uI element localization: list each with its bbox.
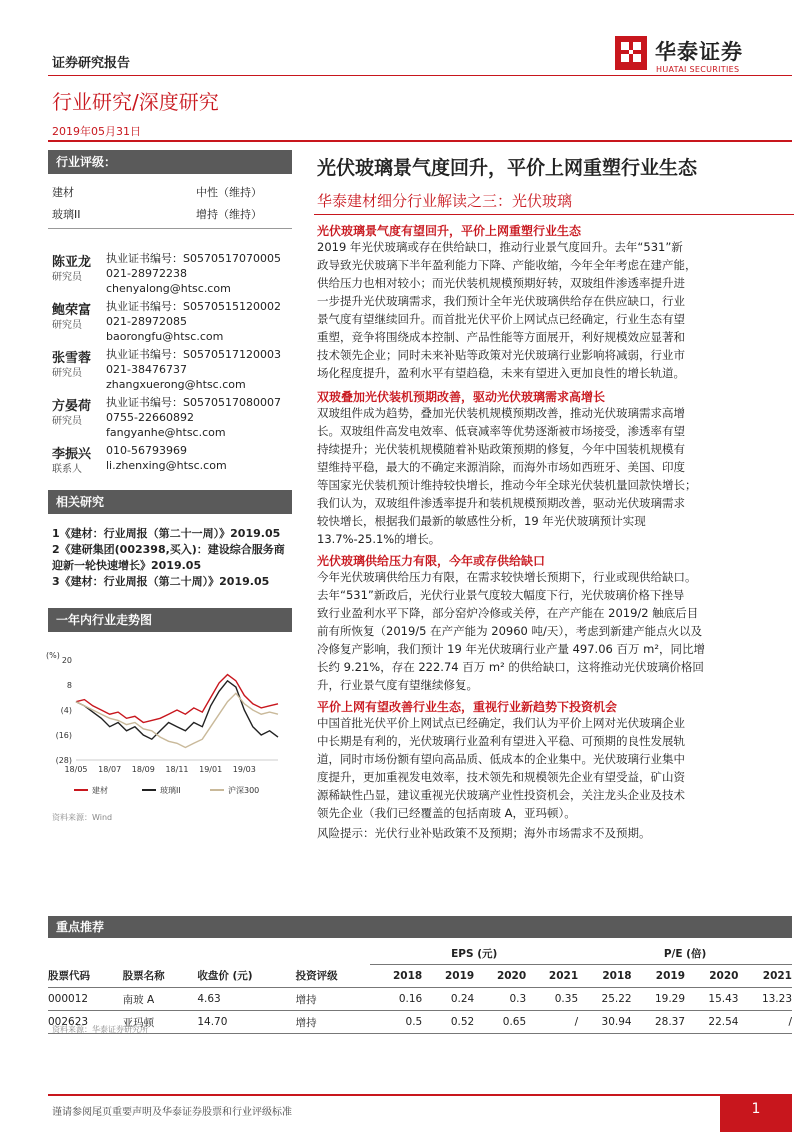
analyst-email[interactable]: baorongfu@htsc.com [106,330,224,343]
analyst-email[interactable]: chenyalong@htsc.com [106,282,231,295]
pe-group-label: P/E (倍) [578,942,792,965]
cell-price: 14.70 [197,1011,295,1034]
body-line: 长约 9.21%，存在 222.74 百万 m² 的供给缺口，这将推动光伏玻璃价格回 [317,660,704,674]
analyst-email[interactable]: fangyanhe@htsc.com [106,426,226,439]
cell-pe: 22.54 [685,1011,738,1034]
body-line: 望维持平稳，最大的不确定来源消除，而海外市场如西班牙、美国、印度 [317,460,685,474]
analyst-email[interactable]: zhangxuerong@htsc.com [106,378,246,391]
analyst-cert: 执业证书编号：S0570517120003 [106,348,281,361]
analyst-phone: 010-56793969 [106,444,187,457]
rating-industry: 建材 [52,186,74,199]
body-line: 去年“531”新政后，光伏行业景气度较大幅度下行，光伏玻璃价格下挫导 [317,588,685,602]
analyst-role: 研究员 [52,368,82,379]
y-tick-label: 20 [61,656,72,665]
x-tick-label: 18/07 [98,765,122,774]
risk-warning: 风险提示：光伏行业补贴政策不及预期；海外市场需求不及预期。 [317,826,651,840]
cell-name: 南玻 A [123,988,198,1011]
analyst-phone: 021-28972238 [106,267,187,280]
cell-pe: 15.43 [685,988,738,1011]
cell-code: 002623 [48,1011,123,1034]
col-header: 2020 [474,965,526,988]
y-tick-label: (16) [55,731,72,740]
col-header: 2019 [632,965,685,988]
series-line [76,693,278,747]
rating-header: 行业评级： [48,150,292,174]
related-item[interactable]: 1《建材：行业周报（第二十一周）》2019.05 [52,527,281,540]
section-body [317,404,792,548]
logo-text-en: HUATAI SECURITIES [656,65,740,74]
report-type: 证券研究报告 [52,56,131,71]
col-header: 收盘价 (元) [197,965,295,988]
analyst-role: 联系人 [52,464,82,475]
col-header: 2018 [370,965,422,988]
footer-divider [48,1094,792,1096]
cell-pe: 19.29 [632,988,685,1011]
cell-eps: / [526,1011,578,1034]
legend-label: 建材 [92,786,108,795]
eps-group-label: EPS (元) [370,942,578,965]
analyst-name: 张雪蓉 [52,351,92,366]
col-header: 2018 [578,965,631,988]
rating-row [52,206,292,222]
body-line: 双玻组件成为趋势，叠加光伏装机规模预期改善，推动光伏玻璃需求高增 [317,406,685,420]
chart-source: 资料来源：Wind [52,813,113,822]
table-header-row [48,965,792,988]
cell-eps: 0.65 [474,1011,526,1034]
related-item[interactable]: 迎新一轮快速增长》2019.05 [52,559,202,572]
header-red-bar [48,140,792,142]
analyst-name: 陈亚龙 [52,255,92,270]
legend-label: 沪深300 [228,786,260,795]
analyst-name: 鲍荣富 [52,303,92,318]
cell-pe: 28.37 [632,1011,685,1034]
col-header: 股票代码 [48,965,123,988]
page-subtitle: 华泰建材细分行业解读之三：光伏玻璃 [317,192,573,210]
body-line: 升，行业景气度有望继续修复。 [317,678,478,692]
body-line: 2019 年光伏玻璃或存在供给缺口，推动行业景气度回升。去年“531”新 [317,240,683,254]
analyst-role: 研究员 [52,416,82,427]
body-line: 致行业盈利水平下降，部分窑炉冷修或关停，在产产能在 2019/2 触底后目 [317,606,699,620]
cell-eps: 0.35 [526,988,578,1011]
huatai-logo [613,34,788,78]
col-header: 2019 [422,965,474,988]
section-body [317,568,792,694]
cell-rating: 增持 [296,988,371,1011]
body-line: 度提升，更加重视发电效率，技术领先和规模领先企业有望受益，矿山资 [317,770,685,784]
cell-pe: 13.23 [738,988,792,1011]
related-header: 相关研究 [48,490,292,514]
section-heading: 光伏玻璃供给压力有限，今年或存供给缺口 [317,554,546,568]
body-line: 道，同时市场份额有望向高品质、低成本的企业集中。光伏玻璃行业集中 [317,752,685,766]
logo-emblem-icon [613,34,649,72]
analyst-role: 研究员 [52,272,82,283]
trend-chart [44,648,294,798]
analyst-phone: 0755-22660892 [106,411,194,424]
y-axis-unit: (%) [46,651,60,660]
x-tick-label: 19/01 [199,765,223,774]
table-source: 资料来源：华泰证券研究所 [52,1025,148,1034]
rating-row [52,184,292,200]
related-item[interactable]: 2《建研集团(002398,买入)：建设综合服务商 [52,543,285,556]
recommend-header: 重点推荐 [48,916,792,938]
body-line: 等国家光伏装机预计维持较快增长，推动今年全球光伏装机量回款快增长； [317,478,697,492]
section-heading: 双玻叠加光伏装机预期改善，驱动光伏玻璃需求高增长 [317,390,606,404]
y-tick-label: (4) [60,706,72,715]
cell-price: 4.63 [197,988,295,1011]
body-line: 我们认为，双玻组件渗透率提升和装机规模预期改善，驱动光伏玻璃需求 [317,496,685,510]
body-line: 重塑，竞争将围绕成本控制、产品性能等方面展开，利好规模效应显著和 [317,330,685,344]
body-line: 较快增长，根据我们最新的敏感性分析，19 年光伏玻璃预计实现 [317,514,646,528]
body-line: 场化程度提升，盈利水平有望趋稳，未来有望进入更加良性的增长轨道。 [317,366,685,380]
report-date: 2019年05月31日 [52,125,141,138]
cell-name: 亚玛顿 [123,1011,198,1034]
x-tick-label: 18/09 [131,765,155,774]
x-tick-label: 18/11 [165,765,189,774]
col-header: 股票名称 [123,965,198,988]
recommend-table [48,942,792,1034]
page-number: 1 [720,1094,792,1132]
report-category: 行业研究/深度研究 [52,90,219,114]
cell-pe: / [738,1011,792,1034]
analyst-phone: 021-38476737 [106,363,187,376]
body-line: 中国首批光伏平价上网试点已经确定，我们认为平价上网对光伏玻璃企业 [317,716,685,730]
table-row [48,988,792,1011]
body-line: 13.7%-25.1%的增长。 [317,532,441,546]
footer-disclaimer[interactable]: 谨请参阅尾页重要声明及华泰证券股票和行业评级标准 [52,1107,292,1118]
analyst-cert: 执业证书编号：S0570517070005 [106,252,281,265]
section-heading: 光伏玻璃景气度有望回升，平价上网重塑行业生态 [317,224,582,238]
rating-value: 增持（维持） [196,208,262,221]
legend-label: 玻璃II [160,786,181,795]
trend-header: 一年内行业走势图 [48,608,292,632]
table-row [48,1011,792,1034]
rating-value: 中性（维持） [196,186,262,199]
col-header: 投资评级 [296,965,371,988]
section-heading: 平价上网有望改善行业生态，重视行业新趋势下投资机会 [317,700,618,714]
page-title: 光伏玻璃景气度回升，平价上网重塑行业生态 [317,157,698,179]
cell-eps: 0.52 [422,1011,474,1034]
x-tick-label: 18/05 [64,765,88,774]
body-line: 持续提升；光伏装机规模随着补贴政策预期的修复，今年中国装机规模有 [317,442,685,456]
body-line: 长。双玻组件高发电效率、低衰减率等优势逐渐被市场接受，渗透率有望 [317,424,685,438]
body-line: 一步提升光伏玻璃需求，我们预计全年光伏玻璃供给存在供应缺口，行业 [317,294,685,308]
cell-pe: 25.22 [578,988,631,1011]
body-line: 景气度有望继续回升。而首批光伏平价上网试点已经确定，行业生态有望 [317,312,685,326]
body-line: 供给压力也相对较小；而光伏装机规模预期好转，双玻组件渗透率提升进 [317,276,685,290]
table-group-row [48,942,792,965]
cell-eps: 0.24 [422,988,474,1011]
rating-divider [48,228,292,229]
body-line: 政导致光伏玻璃下半年盈利能力下降、产能收缩，今年全年考虑在建产能， [317,258,697,272]
col-header: 2021 [738,965,792,988]
cell-rating: 增持 [296,1011,371,1034]
cell-pe: 30.94 [578,1011,631,1034]
subtitle-divider [314,214,794,215]
x-tick-label: 19/03 [232,765,256,774]
rating-industry: 玻璃II [52,208,81,221]
body-line: 中长期是有利的，光伏玻璃行业盈利有望进入平稳、可预期的良性发展轨 [317,734,685,748]
analyst-cert: 执业证书编号：S0570515120002 [106,300,281,313]
section-body [317,714,792,822]
cell-eps: 0.3 [474,988,526,1011]
related-list [52,526,292,590]
related-item[interactable]: 3《建材：行业周报（第二十周）》2019.05 [52,575,270,588]
cell-code: 000012 [48,988,123,1011]
analyst-cert: 执业证书编号：S0570517080007 [106,396,281,409]
analyst-name: 方晏荷 [52,399,92,414]
body-line: 源稀缺性凸显，建议重视光伏玻璃产业性投资机会，关注龙头企业及技术 [317,788,685,802]
analyst-phone: 021-28972085 [106,315,187,328]
analyst-email[interactable]: li.zhenxing@htsc.com [106,459,227,472]
cell-eps: 0.5 [370,1011,422,1034]
body-line: 冷修复产影响，我们预计 19 年光伏玻璃行业产量 497.06 百万 m²，同比增 [317,642,705,656]
header-divider [48,75,792,76]
body-line: 前有所恢复（2019/5 在产产能为 20960 吨/天），考虑到新建产能点火以及 [317,624,703,638]
body-line: 技术领先企业；同时未来补贴等政策对光伏玻璃行业影响将减弱，行业市 [317,348,685,362]
col-header: 2021 [526,965,578,988]
analyst-role: 研究员 [52,320,82,331]
y-tick-label: (28) [55,756,72,765]
col-header: 2020 [685,965,738,988]
body-line: 领先企业（我们已经覆盖的包括南玻 A，亚玛顿）。 [317,806,576,820]
logo-text-cn: 华泰证券 [655,40,743,64]
section-body [317,238,792,382]
y-tick-label: 8 [66,681,72,690]
body-line: 今年光伏玻璃供给压力有限，在需求较快增长预期下，行业或现供给缺口。 [317,570,697,584]
analyst-name: 李振兴 [52,447,92,462]
cell-eps: 0.16 [370,988,422,1011]
